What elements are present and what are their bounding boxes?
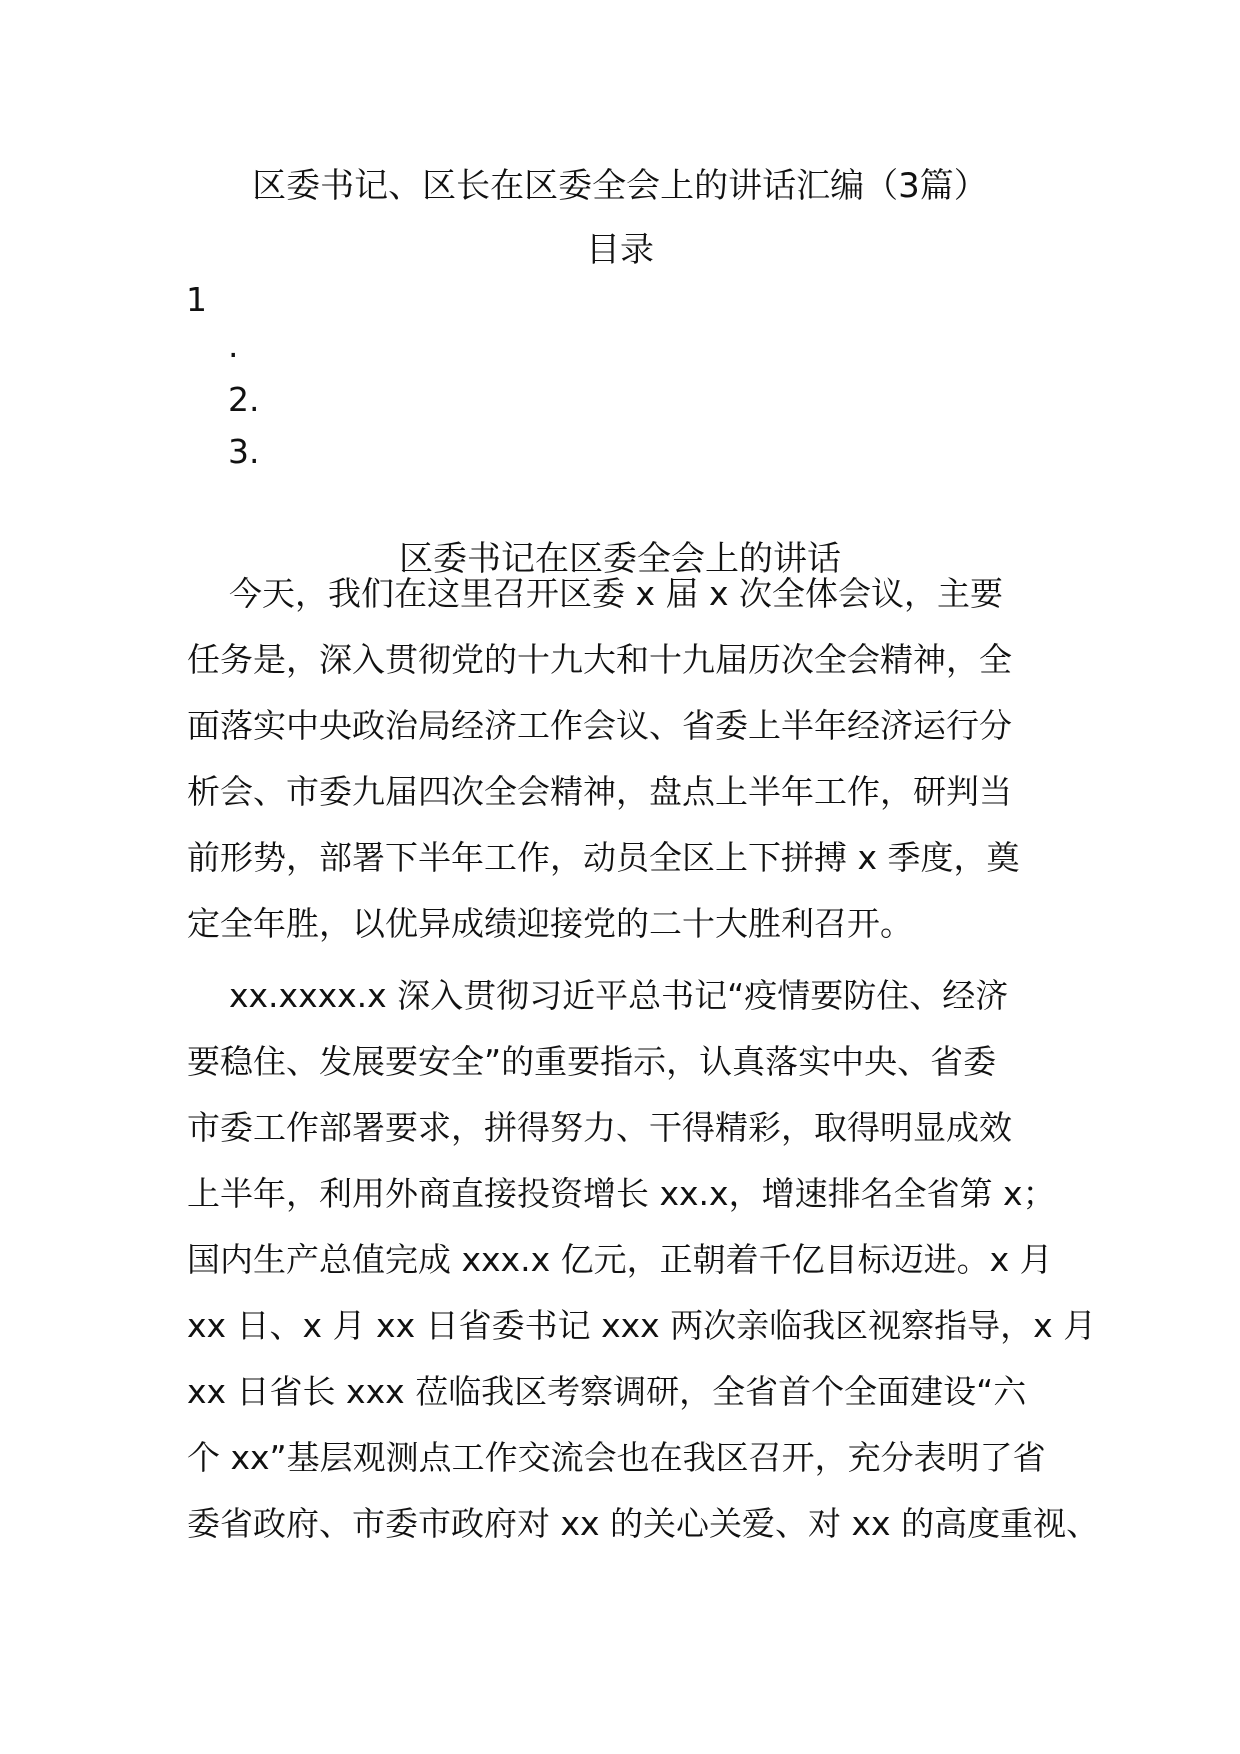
paragraph-line: 前形势，部署下半年工作，动员全区上下拼搏 x 季度，奠: [187, 838, 1020, 877]
paragraph-line: 任务是，深入贯彻党的十九大和十九届历次全会精神，全: [187, 640, 1012, 679]
paragraph-2: [187, 963, 1100, 1557]
paragraph-line: 定全年胜，以优异成绩迎接党的二十大胜利召开。: [187, 904, 913, 943]
paragraph-line: 个 xx”基层观测点工作交流会也在我区召开，充分表明了省: [187, 1438, 1046, 1477]
toc-heading: 目录: [586, 230, 654, 270]
paragraph-line: xx 日、x 月 xx 日省委书记 xxx 两次亲临我区视察指导，x 月: [187, 1306, 1097, 1345]
paragraph-line: xx.xxxx.x 深入贯彻习近平总书记“疫情要防住、经济: [229, 976, 1009, 1015]
paragraph-1: [187, 561, 1087, 957]
toc-item-1: 1: [186, 280, 207, 319]
paragraph-line: 今天，我们在这里召开区委 x 届 x 次全体会议，主要: [229, 574, 1004, 613]
document-title: 区委书记、区长在区委全会上的讲话汇编（3篇）: [252, 166, 988, 206]
paragraph-line: 面落实中央政治局经济工作会议、省委上半年经济运行分: [187, 706, 1012, 745]
section-title: 区委书记在区委全会上的讲话: [399, 539, 841, 579]
paragraph-line: 国内生产总值完成 xxx.x 亿元，正朝着千亿目标迈进。x 月: [187, 1240, 1053, 1279]
paragraph-line: 要稳住、发展要安全”的重要指示，认真落实中央、省委: [187, 1042, 997, 1081]
paragraph-line: 市委工作部署要求，拼得努力、干得精彩，取得明显成效: [187, 1108, 1012, 1147]
toc-item-dot: .: [228, 326, 239, 365]
paragraph-line: 委省政府、市委市政府对 xx 的关心关爱、对 xx 的高度重视、: [187, 1504, 1100, 1543]
toc-item-2: 2.: [228, 380, 260, 419]
paragraph-line: 上半年，利用外商直接投资增长 xx.x，增速排名全省第 x；: [187, 1174, 1056, 1213]
toc-item-3: 3.: [228, 432, 260, 471]
paragraph-line: 析会、市委九届四次全会精神，盘点上半年工作，研判当: [187, 772, 1012, 811]
paragraph-line: xx 日省长 xxx 莅临我区考察调研，全省首个全面建设“六: [187, 1372, 1027, 1411]
